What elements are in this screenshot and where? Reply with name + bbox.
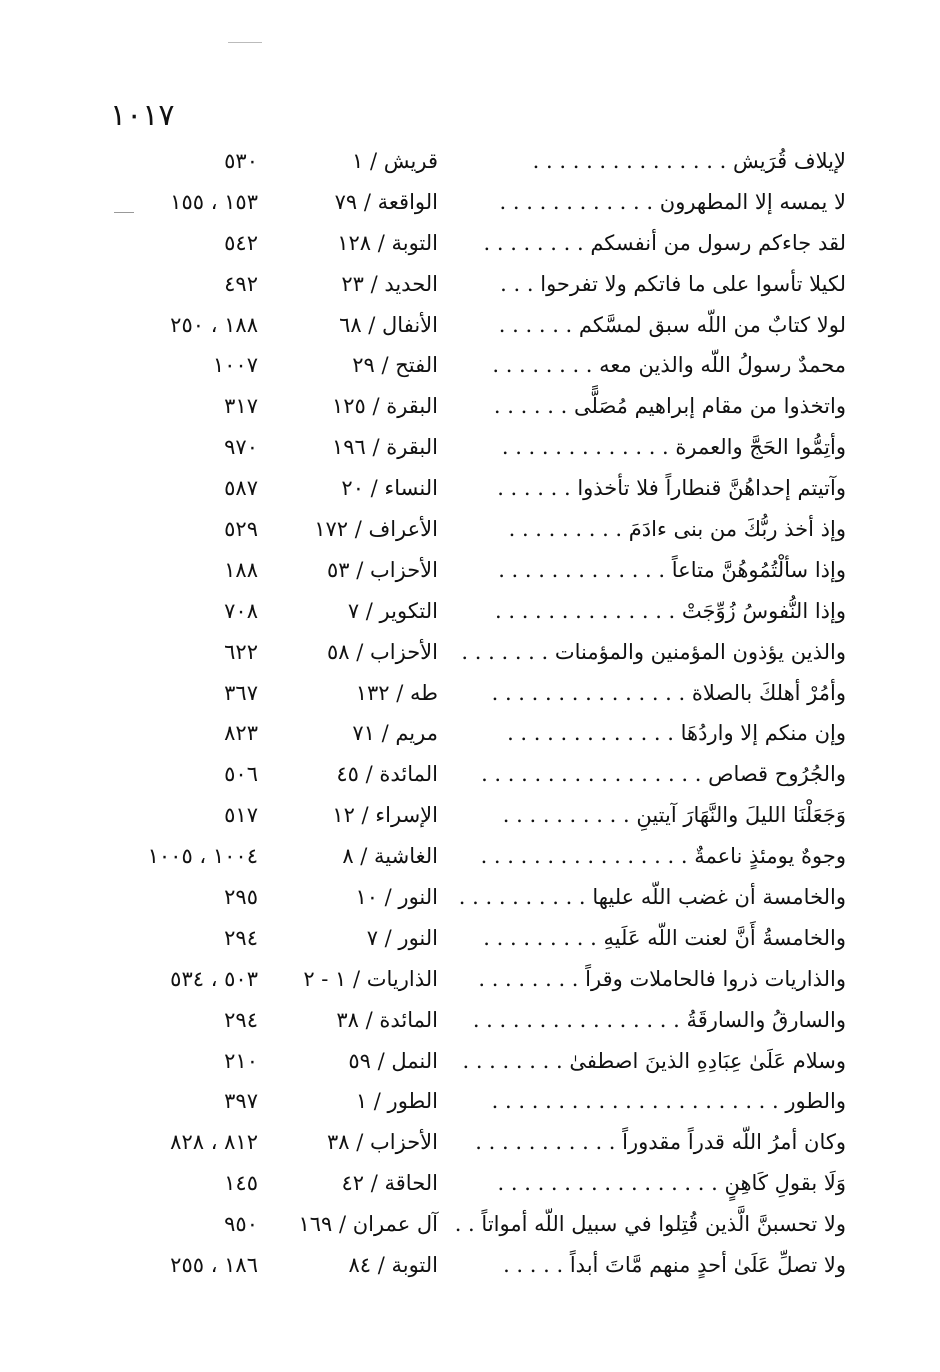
index-row: [0, 758, 940, 799]
verse-text-cell: [496, 599, 846, 623]
surah-reference: التكوير / ٧: [347, 598, 438, 623]
leader-dots: . . . . . . . . . . . . . . . .: [480, 844, 688, 869]
verse-text: والطور: [785, 1089, 846, 1114]
index-row: [0, 349, 940, 390]
verse-text: وإذ أخذ ربُّكَ من بنى ءادَمَ: [628, 517, 846, 542]
verse-text: وآتيتم إحداهُنَّ قنطاراً فلا تأخذوا: [577, 476, 846, 501]
page-references: ٨٢٣: [224, 721, 258, 746]
page-references: ٤٩٢: [224, 271, 258, 296]
verse-text: والخامسةُ أَنَّ لعنت اللّه عَلَيهِ: [603, 925, 846, 950]
verse-text-cell: [496, 1253, 846, 1277]
leader-dots: . . . . . . . . . . . . . . . . . . . . . .: [491, 1089, 779, 1114]
verse-text-cell: [493, 394, 846, 419]
surah-reference: الواقعة / ٧٩: [334, 189, 438, 214]
surah-reference: التوبة / ٨٤: [348, 1253, 438, 1278]
index-row: [0, 309, 940, 350]
surah-reference: قريش / ١: [352, 149, 438, 173]
index-row: [0, 145, 940, 186]
leader-dots: . . . . . . . . .: [483, 925, 597, 950]
surah-reference: الغاشية / ٨: [342, 844, 438, 869]
surah-reference: آل عمران / ١٦٩: [298, 1212, 438, 1237]
verse-text: وجوهٌ يومئذٍ ناعمةٌ: [694, 844, 846, 869]
verse-text: لكيلا تأسوا على ما فاتكم ولا تفرحوا: [540, 271, 846, 296]
surah-reference: النور / ٧: [366, 925, 438, 950]
surah-reference: الأحزاب / ٥٣: [327, 557, 438, 582]
verse-text-cell: [483, 925, 846, 950]
index-row: [0, 186, 940, 227]
verse-text-cell: [496, 558, 846, 582]
verse-text-cell: [496, 803, 846, 827]
page-references: ٨١٢ ، ٨٢٨: [170, 1130, 258, 1155]
index-row: [0, 717, 940, 758]
page-references: ١٤٥: [224, 1171, 258, 1196]
verse-text: ولا تصلِّ عَلَىٰ أحدٍ منهم مَّاتَ أبداً: [569, 1253, 846, 1278]
verse-text-cell: [454, 1212, 846, 1237]
verse-text-cell: [483, 230, 846, 255]
page-references: ٩٧٠: [224, 435, 258, 460]
verse-text-cell: [496, 517, 846, 541]
leader-dots: . . . . . .: [498, 312, 573, 337]
page-references: ١٥٣ ، ١٥٥: [170, 189, 258, 214]
surah-reference: مريم / ٧١: [352, 721, 438, 746]
verse-text-cell: [496, 721, 846, 745]
page-references: ١٨٨: [224, 557, 258, 582]
surah-reference: التوبة / ١٢٨: [337, 230, 438, 255]
page-references: ٥٤٢: [224, 230, 258, 255]
leader-dots: . . . . . .: [493, 394, 568, 419]
verse-text: وكان أمرُ اللّه قدراً مقدوراً: [622, 1130, 846, 1155]
page-number: ١٠١٧: [110, 98, 175, 133]
verse-text: والجُرُوح قصاص: [708, 762, 846, 787]
index-row: [0, 922, 940, 963]
leader-dots: . . . . . . . . . . . . . . . . .: [481, 762, 702, 787]
surah-reference: الأحزاب / ٥٨: [327, 639, 438, 664]
verse-text-cell: [458, 885, 846, 910]
index-row: [0, 472, 940, 513]
index-row: [0, 1045, 940, 1086]
page-references: ٣٦٧: [224, 680, 258, 705]
verse-text: والذين يؤذون المؤمنين والمؤمنات: [554, 639, 846, 664]
verse-text-cell: [481, 762, 846, 787]
leader-dots: . . . . . . . . . . . . . . .: [532, 149, 727, 173]
page-references: ٢٩٥: [224, 885, 258, 910]
page-references: ٥٠٦: [224, 762, 258, 787]
verse-text: لإيلاف قُرَيش: [732, 149, 846, 173]
verse-text: والذاريات ذروا فالحاملات وقراً: [585, 966, 846, 991]
surah-reference: الحديد / ٢٣: [341, 271, 438, 296]
index-row: [0, 799, 940, 840]
index-row: [0, 881, 940, 922]
surah-reference: البقرة / ١٢٥: [331, 394, 438, 419]
leader-dots: . . . . . . .: [461, 639, 549, 664]
verse-text-cell: [496, 1171, 846, 1195]
surah-reference: البقرة / ١٩٦: [331, 435, 438, 460]
leader-dots: . . . . . . . . .: [508, 517, 623, 542]
page-references: ٢٩٤: [224, 925, 258, 950]
leader-dots: . . . . . . . . . . . . .: [507, 721, 674, 746]
verse-text-cell: [491, 680, 846, 705]
index-row: [0, 431, 940, 472]
leader-dots: . . . . . . . . . . . . . . . .: [472, 1007, 680, 1032]
page-references: ٣٩٧: [224, 1089, 258, 1114]
leader-dots: . . . . . . . . . . .: [475, 1130, 616, 1155]
leader-dots: . . .: [500, 271, 534, 296]
verse-text: وسلام عَلَىٰ عِبَادِهِ الذينَ اصطفىٰ: [569, 1048, 846, 1073]
index-row: [0, 963, 940, 1004]
index-row: [0, 513, 940, 554]
leader-dots: . . . . . . . . . . . . .: [501, 435, 669, 460]
leader-dots: . . . . . . . . . . . .: [499, 189, 654, 214]
verse-text: ولا تحسبنَّ الَّذين قُتِلوا في سبيل اللّه أمواتاً: [481, 1212, 846, 1237]
surah-reference: المائدة / ٤٥: [336, 762, 438, 787]
surah-reference: الأحزاب / ٣٨: [327, 1130, 438, 1155]
index-row: [0, 1249, 940, 1290]
index-row: [0, 1167, 940, 1208]
surah-reference: الإسراء / ١٢: [332, 803, 438, 828]
verse-text: واتخذوا من مقام إبراهيم مُصَلًّى: [574, 394, 846, 419]
verse-text-cell: [472, 1007, 846, 1032]
surah-reference: النمل / ٥٩: [348, 1048, 438, 1073]
leader-dots: . . . . . . . .: [462, 1048, 563, 1073]
verse-text-cell: [496, 190, 846, 214]
verse-index-list: [0, 145, 940, 1290]
page-references: ١٨٨ ، ٢٥٠: [170, 312, 258, 337]
page-references: ٢٩٤: [224, 1007, 258, 1032]
page-references: ٦٢٢: [224, 639, 258, 664]
verse-text: والخامسة أن غضب اللّه عليها: [592, 885, 846, 910]
leader-dots: . . . . . . . .: [478, 966, 579, 991]
verse-text: وَلَا بقولِ كَاهِنٍ: [724, 1171, 846, 1196]
surah-reference: النور / ١٠: [355, 885, 438, 910]
page-references: ٣١٧: [224, 394, 258, 419]
index-row: [0, 595, 940, 636]
surah-reference: الأنفال / ٦٨: [339, 312, 438, 337]
leader-dots: . . . . . . . . . . . . . .: [495, 598, 676, 623]
index-row: [0, 554, 940, 595]
page-references: ٥٢٩: [224, 517, 258, 542]
surah-reference: الطور / ١: [355, 1089, 438, 1114]
verse-text-cell: [478, 966, 846, 991]
page-references: ١٠٠٧: [212, 353, 258, 378]
verse-text-cell: [496, 313, 846, 337]
verse-text-cell: [496, 435, 846, 459]
verse-text-cell: [480, 844, 846, 869]
surah-reference: طه / ١٣٢: [355, 680, 438, 705]
index-row: [0, 1208, 940, 1249]
verse-text-cell: [496, 476, 846, 500]
leader-dots: . . . . . . . .: [483, 230, 584, 255]
leader-dots: . . . . . . . .: [492, 353, 593, 378]
page-references: ١٨٦ ، ٢٥٥: [170, 1253, 258, 1278]
leader-dots: . .: [454, 1212, 475, 1237]
surah-reference: المائدة / ٣٨: [336, 1007, 438, 1032]
page-references: ٧٠٨: [224, 598, 258, 623]
leader-dots: . . . . . . . . . .: [458, 885, 586, 910]
verse-text: لا يمسه إلا المطهرون: [659, 189, 846, 214]
index-row: [0, 636, 940, 677]
page-references: ١٠٠٤ ، ١٠٠٥: [147, 844, 258, 869]
index-row: [0, 677, 940, 718]
leader-dots: . . . . . . . . . . . . .: [498, 557, 666, 582]
leader-dots: . . . . . . . . . .: [502, 803, 630, 828]
leader-dots: . . . . . . . . . . . . . . .: [491, 680, 686, 705]
page-references: ٥٣٠: [224, 149, 258, 173]
verse-text: وإن منكم إلا واردُهَا: [680, 721, 846, 746]
verse-text-cell: [496, 149, 846, 173]
index-row: [0, 1004, 940, 1045]
verse-text-cell: [475, 1130, 846, 1155]
surah-reference: الفتح / ٢٩: [352, 353, 438, 378]
verse-text: لولا كتابٌ من اللّه سبق لمسَّكم: [578, 312, 846, 337]
surah-reference: الذاريات / ١ - ٢: [303, 966, 438, 991]
index-row: [0, 1085, 940, 1126]
surah-reference: النساء / ٢٠: [341, 476, 438, 501]
surah-reference: الحاقة / ٤٢: [341, 1171, 438, 1196]
index-row: [0, 227, 940, 268]
verse-text-cell: [492, 353, 846, 378]
verse-text: وإذا النُّفوسُ زُوِّجَتْ: [681, 598, 846, 623]
leader-dots: . . . . .: [503, 1253, 564, 1278]
surah-reference: الأعراف / ١٧٢: [314, 517, 438, 542]
verse-text: والسارقُ والسارقَةُ: [686, 1007, 846, 1032]
page-references: ٩٥٠: [224, 1212, 258, 1237]
top-rule-mark: [228, 42, 262, 43]
page-references: ٢١٠: [224, 1048, 258, 1073]
page-references: ٥٨٧: [224, 476, 258, 501]
index-row: [0, 390, 940, 431]
verse-text-cell: [491, 1089, 846, 1114]
verse-text: وأتِمُّوا الحَجَّ والعمرة: [675, 435, 846, 460]
verse-text: وأمُرْ أهلكَ بالصلاة: [691, 680, 846, 705]
verse-text: وَجَعَلْنَا الليلَ والنَّهَارَ آيتينِ: [636, 803, 846, 828]
verse-text-cell: [462, 1048, 846, 1073]
verse-text: لقد جاءكم رسول من أنفسكم: [590, 230, 846, 255]
verse-text-cell: [461, 639, 846, 664]
leader-dots: . . . . . . . . . . . . . . . . .: [497, 1171, 718, 1196]
page-references: ٥١٧: [224, 803, 258, 828]
leader-dots: . . . . . .: [497, 476, 571, 501]
verse-text-cell: [496, 272, 846, 296]
index-row: [0, 268, 940, 309]
index-row: [0, 1126, 940, 1167]
verse-text: وإذا سألْتُمُوهُنَّ متاعاً: [671, 557, 846, 582]
verse-text: محمدٌ رسولُ اللّه والذين معه: [599, 353, 846, 378]
page-references: ٥٠٣ ، ٥٣٤: [170, 966, 258, 991]
index-row: [0, 840, 940, 881]
